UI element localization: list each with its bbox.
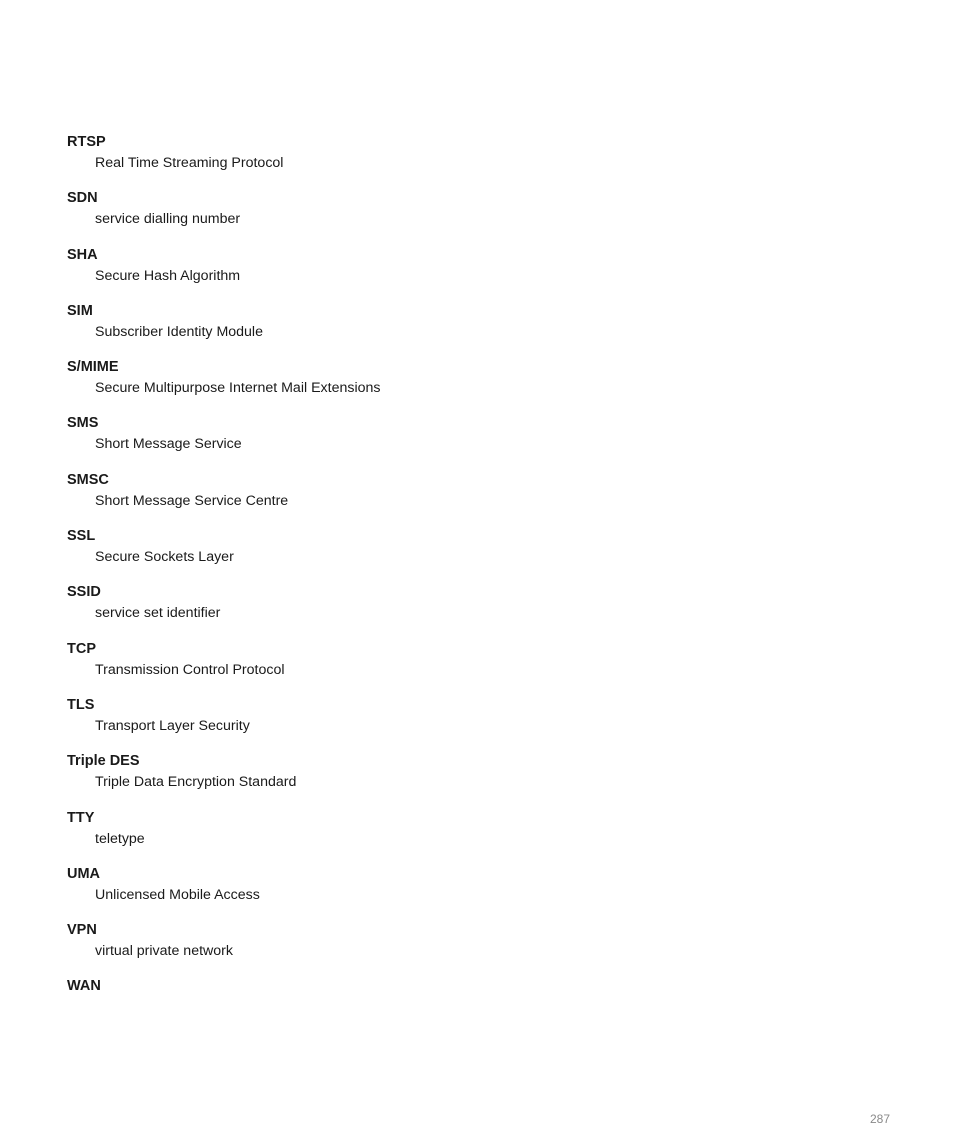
glossary-term: SSL	[67, 528, 96, 545]
glossary-term: SMS	[67, 415, 99, 432]
glossary-definition: virtual private network	[95, 943, 233, 960]
glossary-definition: Real Time Streaming Protocol	[95, 155, 284, 171]
glossary-entry-ssl	[67, 527, 887, 583]
glossary-definition: Transmission Control Protocol	[95, 661, 285, 678]
glossary-definition: Secure Sockets Layer	[95, 549, 234, 566]
glossary-term: SSID	[67, 584, 101, 601]
glossary-entry-sim	[67, 302, 887, 358]
glossary-entry-smsc	[67, 471, 887, 527]
glossary-definition: Unlicensed Mobile Access	[95, 886, 260, 903]
glossary-list	[67, 133, 887, 1034]
glossary-entry-triple-des	[67, 752, 887, 808]
glossary-entry-tcp	[67, 640, 887, 696]
glossary-definition: Short Message Service	[95, 436, 242, 453]
glossary-entry-ssid	[67, 583, 887, 639]
glossary-definition: Secure Multipurpose Internet Mail Extensions	[95, 380, 381, 397]
glossary-definition: Secure Hash Algorithm	[95, 267, 241, 284]
glossary-term: SHA	[67, 246, 98, 263]
glossary-term: SMSC	[67, 471, 109, 488]
glossary-term: VPN	[67, 922, 97, 939]
glossary-term: SDN	[67, 190, 98, 207]
glossary-definition: teletype	[95, 830, 145, 847]
glossary-definition: Short Message Service Centre	[95, 492, 289, 509]
glossary-term: S/MIME	[67, 359, 119, 376]
glossary-term: Triple DES	[67, 753, 140, 770]
glossary-definition: service set identifier	[95, 605, 221, 622]
glossary-entry-uma	[67, 865, 887, 921]
glossary-entry-rtsp	[67, 133, 887, 189]
glossary-entry-vpn	[67, 921, 887, 977]
glossary-definition: Triple Data Encryption Standard	[95, 774, 297, 791]
glossary-definition: service dialling number	[95, 211, 241, 228]
glossary-definition: Subscriber Identity Module	[95, 323, 263, 340]
glossary-definition: Transport Layer Security	[95, 717, 250, 734]
glossary-term: RTSP	[67, 134, 106, 150]
glossary-entry-sha	[67, 246, 887, 302]
glossary-entry-wan	[67, 977, 887, 1033]
glossary-term: SIM	[67, 302, 93, 319]
glossary-entry-tls	[67, 696, 887, 752]
glossary-term: TLS	[67, 696, 95, 713]
glossary-term: TTY	[67, 809, 95, 826]
glossary-entry-sms	[67, 414, 887, 470]
glossary-entry-tty	[67, 809, 887, 865]
glossary-term: WAN	[67, 978, 101, 995]
glossary-entry-sdn	[67, 189, 887, 245]
glossary-term: TCP	[67, 640, 96, 657]
glossary-entry-smime	[67, 358, 887, 414]
page-number: 287	[869, 1112, 890, 1126]
glossary-term: UMA	[67, 865, 101, 882]
